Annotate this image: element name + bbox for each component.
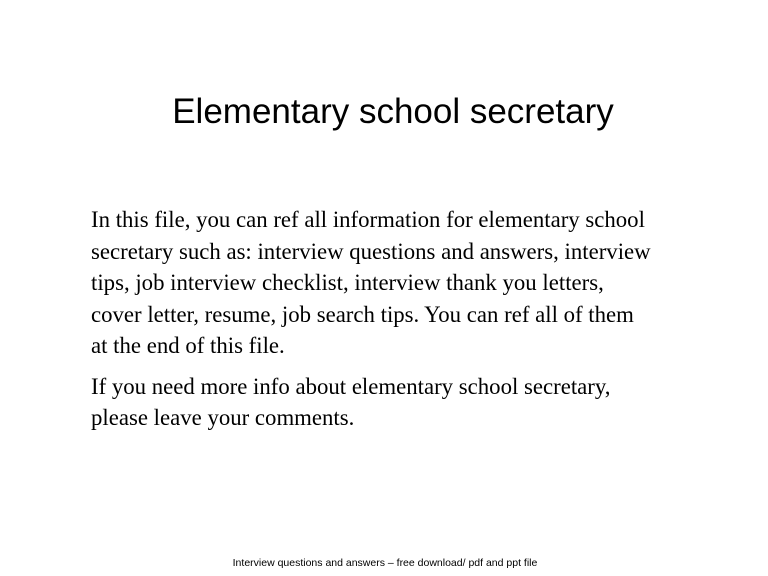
slide-body — [91, 204, 751, 434]
body-paragraph-comments: If you need more info about elementary school secretary, please leave your comments. — [91, 373, 611, 430]
slide-title: Elementary school secretary — [172, 92, 614, 131]
slide-footer: Interview questions and answers – free download/ pdf and ppt file — [232, 557, 538, 569]
body-paragraph-intro: In this file, you can ref all information for elementary school secretary such as: interview questions and answers, interview tips, job interview checklist, interview thank you letters, cover letter, resume, job search tips. You can ref all of them at the end of this file. — [91, 207, 651, 358]
